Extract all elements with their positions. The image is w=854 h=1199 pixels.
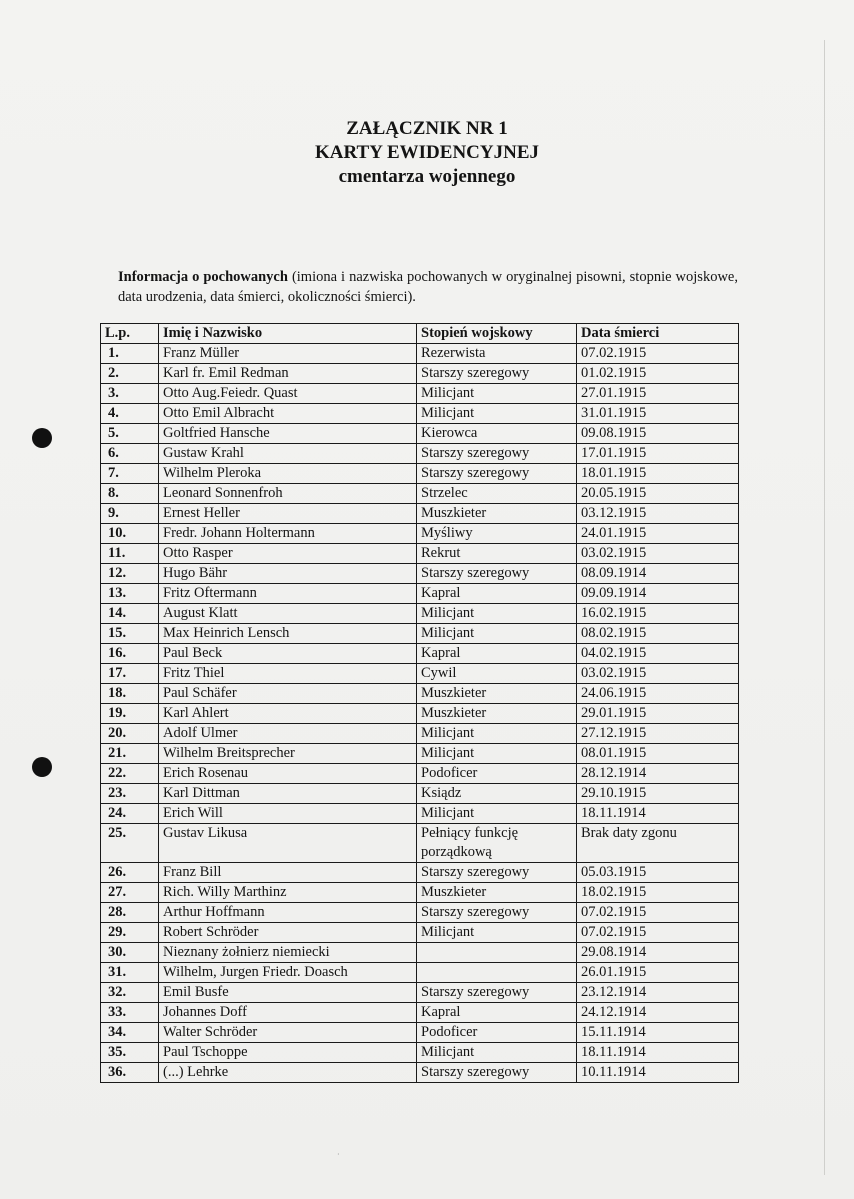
intro-paragraph [118, 267, 738, 307]
table-row [101, 704, 739, 724]
cell-rank: Starszy szeregowy [417, 444, 577, 464]
cell-name: Franz Müller [159, 344, 417, 364]
cell-lp: 32. [101, 983, 159, 1003]
punch-hole-top [32, 428, 52, 448]
cell-death-date: 07.02.1915 [577, 903, 739, 923]
table-row [101, 644, 739, 664]
cell-death-date: 27.12.1915 [577, 724, 739, 744]
cell-death-date: 29.10.1915 [577, 784, 739, 804]
cell-death-date: 04.02.1915 [577, 644, 739, 664]
table-row [101, 424, 739, 444]
table-row [101, 444, 739, 464]
cell-name: Karl Ahlert [159, 704, 417, 724]
cell-lp: 17. [101, 664, 159, 684]
cell-death-date: Brak daty zgonu [577, 824, 739, 863]
table-row [101, 963, 739, 983]
cell-rank: Milicjant [417, 724, 577, 744]
cell-lp: 24. [101, 804, 159, 824]
cell-death-date: 20.05.1915 [577, 484, 739, 504]
table-row [101, 364, 739, 384]
cell-lp: 1. [101, 344, 159, 364]
table-row [101, 504, 739, 524]
cell-lp: 27. [101, 883, 159, 903]
table-row [101, 764, 739, 784]
cell-name: Wilhelm Pleroka [159, 464, 417, 484]
cell-rank: Ksiądz [417, 784, 577, 804]
cell-name: Wilhelm Breitsprecher [159, 744, 417, 764]
cell-death-date: 27.01.1915 [577, 384, 739, 404]
cell-death-date: 18.02.1915 [577, 883, 739, 903]
cell-rank: Starszy szeregowy [417, 364, 577, 384]
cell-rank: Starszy szeregowy [417, 863, 577, 883]
heading-line-1: ZAŁĄCZNIK NR 1 [346, 118, 508, 139]
cell-lp: 10. [101, 524, 159, 544]
cell-lp: 19. [101, 704, 159, 724]
table-row [101, 744, 739, 764]
cell-name: Wilhelm, Jurgen Friedr. Doasch [159, 963, 417, 983]
cell-death-date: 07.02.1915 [577, 923, 739, 943]
cell-lp: 23. [101, 784, 159, 804]
cell-lp: 7. [101, 464, 159, 484]
table-row [101, 943, 739, 963]
table-row [101, 484, 739, 504]
header-death-date: Data śmierci [577, 324, 739, 344]
cell-death-date: 03.02.1915 [577, 664, 739, 684]
cell-death-date: 16.02.1915 [577, 604, 739, 624]
cell-lp: 5. [101, 424, 159, 444]
cell-death-date: 09.08.1915 [577, 424, 739, 444]
cell-name: Gustav Likusa [159, 824, 417, 863]
cell-name: (...) Lehrke [159, 1063, 417, 1083]
cell-name: Paul Tschoppe [159, 1043, 417, 1063]
burials-table [100, 323, 739, 1083]
cell-rank: Muszkieter [417, 684, 577, 704]
page-edge-shadow [824, 40, 825, 1175]
table-row [101, 983, 739, 1003]
cell-rank: Kapral [417, 644, 577, 664]
table-row [101, 1003, 739, 1023]
cell-death-date: 09.09.1914 [577, 584, 739, 604]
cell-name: Fredr. Johann Holtermann [159, 524, 417, 544]
cell-name: Ernest Heller [159, 504, 417, 524]
cell-lp: 9. [101, 504, 159, 524]
cell-lp: 6. [101, 444, 159, 464]
header-lp: L.p. [101, 324, 159, 344]
cell-lp: 16. [101, 644, 159, 664]
cell-lp: 28. [101, 903, 159, 923]
cell-death-date: 03.02.1915 [577, 544, 739, 564]
cell-rank: Podoficer [417, 764, 577, 784]
cell-rank: Muszkieter [417, 883, 577, 903]
table-row [101, 824, 739, 863]
cell-rank: Rezerwista [417, 344, 577, 364]
cell-rank: Kapral [417, 584, 577, 604]
cell-name: Robert Schröder [159, 923, 417, 943]
cell-name: Paul Schäfer [159, 684, 417, 704]
cell-rank: Milicjant [417, 624, 577, 644]
cell-lp: 4. [101, 404, 159, 424]
cell-rank: Starszy szeregowy [417, 983, 577, 1003]
table-row [101, 524, 739, 544]
cell-rank: Podoficer [417, 1023, 577, 1043]
cell-lp: 21. [101, 744, 159, 764]
cell-rank: Milicjant [417, 923, 577, 943]
cell-rank: Kierowca [417, 424, 577, 444]
heading-line-2: KARTY EWIDENCYJNEJ [314, 142, 539, 163]
cell-name: Gustaw Krahl [159, 444, 417, 464]
cell-rank: Starszy szeregowy [417, 903, 577, 923]
cell-rank: Starszy szeregowy [417, 564, 577, 584]
table-row [101, 584, 739, 604]
cell-rank: Rekrut [417, 544, 577, 564]
cell-lp: 22. [101, 764, 159, 784]
cell-rank: Muszkieter [417, 504, 577, 524]
table-body [101, 344, 739, 1083]
cell-lp: 36. [101, 1063, 159, 1083]
cell-name: Leonard Sonnenfroh [159, 484, 417, 504]
cell-lp: 25. [101, 824, 159, 863]
cell-name: August Klatt [159, 604, 417, 624]
intro-bold-lead: Informacja o pochowanych [118, 269, 288, 285]
cell-name: Otto Emil Albracht [159, 404, 417, 424]
cell-lp: 20. [101, 724, 159, 744]
cell-lp: 35. [101, 1043, 159, 1063]
table-row [101, 684, 739, 704]
cell-name: Johannes Doff [159, 1003, 417, 1023]
cell-lp: 15. [101, 624, 159, 644]
table-row [101, 404, 739, 424]
cell-death-date: 18.11.1914 [577, 1043, 739, 1063]
scan-speck: · [337, 1150, 340, 1159]
punch-hole-bottom [32, 757, 52, 777]
cell-rank: Starszy szeregowy [417, 464, 577, 484]
cell-lp: 30. [101, 943, 159, 963]
cell-name: Fritz Oftermann [159, 584, 417, 604]
cell-death-date: 24.06.1915 [577, 684, 739, 704]
cell-death-date: 07.02.1915 [577, 344, 739, 364]
cell-death-date: 01.02.1915 [577, 364, 739, 384]
cell-rank: Kapral [417, 1003, 577, 1023]
cell-name: Rich. Willy Marthinz [159, 883, 417, 903]
header-name: Imię i Nazwisko [159, 324, 417, 344]
cell-death-date: 29.08.1914 [577, 943, 739, 963]
table-row [101, 664, 739, 684]
cell-rank: Milicjant [417, 1043, 577, 1063]
cell-death-date: 18.11.1914 [577, 804, 739, 824]
cell-rank: Muszkieter [417, 704, 577, 724]
cell-name: Paul Beck [159, 644, 417, 664]
cell-name: Walter Schröder [159, 1023, 417, 1043]
document-heading [0, 117, 854, 189]
cell-lp: 18. [101, 684, 159, 704]
cell-rank [417, 943, 577, 963]
cell-death-date: 05.03.1915 [577, 863, 739, 883]
cell-death-date: 18.01.1915 [577, 464, 739, 484]
cell-name: Karl Dittman [159, 784, 417, 804]
table-row [101, 784, 739, 804]
cell-rank: Milicjant [417, 804, 577, 824]
cell-death-date: 03.12.1915 [577, 504, 739, 524]
cell-name: Franz Bill [159, 863, 417, 883]
cell-death-date: 15.11.1914 [577, 1023, 739, 1043]
cell-lp: 31. [101, 963, 159, 983]
cell-name: Otto Aug.Feiedr. Quast [159, 384, 417, 404]
cell-name: Fritz Thiel [159, 664, 417, 684]
cell-death-date: 10.11.1914 [577, 1063, 739, 1083]
cell-lp: 3. [101, 384, 159, 404]
table-row [101, 564, 739, 584]
table-row [101, 804, 739, 824]
cell-name: Emil Busfe [159, 983, 417, 1003]
table-row [101, 724, 739, 744]
cell-rank: Pełniący funkcję porządkową [417, 824, 577, 863]
table-row [101, 464, 739, 484]
cell-lp: 12. [101, 564, 159, 584]
table-row [101, 1023, 739, 1043]
cell-lp: 8. [101, 484, 159, 504]
cell-name: Arthur Hoffmann [159, 903, 417, 923]
cell-lp: 26. [101, 863, 159, 883]
cell-rank: Cywil [417, 664, 577, 684]
cell-rank [417, 963, 577, 983]
cell-rank: Starszy szeregowy [417, 1063, 577, 1083]
cell-lp: 14. [101, 604, 159, 624]
cell-name: Max Heinrich Lensch [159, 624, 417, 644]
cell-name: Karl fr. Emil Redman [159, 364, 417, 384]
intro-text: (imiona i nazwiska pochowanych w oryginalnej pisowni, stopnie wojskowe, data urodzenia, data śmierci, okoliczności śmierci). [118, 269, 738, 305]
table-row [101, 883, 739, 903]
cell-name: Adolf Ulmer [159, 724, 417, 744]
cell-name: Erich Will [159, 804, 417, 824]
cell-lp: 33. [101, 1003, 159, 1023]
table-row [101, 1063, 739, 1083]
cell-death-date: 08.01.1915 [577, 744, 739, 764]
cell-death-date: 24.12.1914 [577, 1003, 739, 1023]
heading-line-3: cmentarza wojennego [338, 166, 516, 187]
cell-name: Nieznany żołnierz niemiecki [159, 943, 417, 963]
table-row [101, 903, 739, 923]
cell-lp: 11. [101, 544, 159, 564]
cell-name: Erich Rosenau [159, 764, 417, 784]
cell-lp: 29. [101, 923, 159, 943]
cell-name: Goltfried Hansche [159, 424, 417, 444]
table-row [101, 344, 739, 364]
cell-name: Otto Rasper [159, 544, 417, 564]
cell-name: Hugo Bähr [159, 564, 417, 584]
cell-rank: Milicjant [417, 604, 577, 624]
cell-death-date: 31.01.1915 [577, 404, 739, 424]
table-row [101, 544, 739, 564]
table-row [101, 384, 739, 404]
cell-rank: Milicjant [417, 744, 577, 764]
cell-lp: 34. [101, 1023, 159, 1043]
table-row [101, 923, 739, 943]
table-row [101, 604, 739, 624]
cell-rank: Milicjant [417, 384, 577, 404]
table-row [101, 863, 739, 883]
cell-death-date: 24.01.1915 [577, 524, 739, 544]
cell-death-date: 26.01.1915 [577, 963, 739, 983]
cell-death-date: 08.02.1915 [577, 624, 739, 644]
table-row [101, 624, 739, 644]
cell-lp: 13. [101, 584, 159, 604]
cell-rank: Milicjant [417, 404, 577, 424]
cell-rank: Myśliwy [417, 524, 577, 544]
table-row [101, 1043, 739, 1063]
cell-death-date: 28.12.1914 [577, 764, 739, 784]
header-rank: Stopień wojskowy [417, 324, 577, 344]
cell-death-date: 08.09.1914 [577, 564, 739, 584]
cell-death-date: 29.01.1915 [577, 704, 739, 724]
cell-death-date: 17.01.1915 [577, 444, 739, 464]
cell-lp: 2. [101, 364, 159, 384]
cell-death-date: 23.12.1914 [577, 983, 739, 1003]
cell-rank: Strzelec [417, 484, 577, 504]
table-header-row [101, 324, 739, 344]
